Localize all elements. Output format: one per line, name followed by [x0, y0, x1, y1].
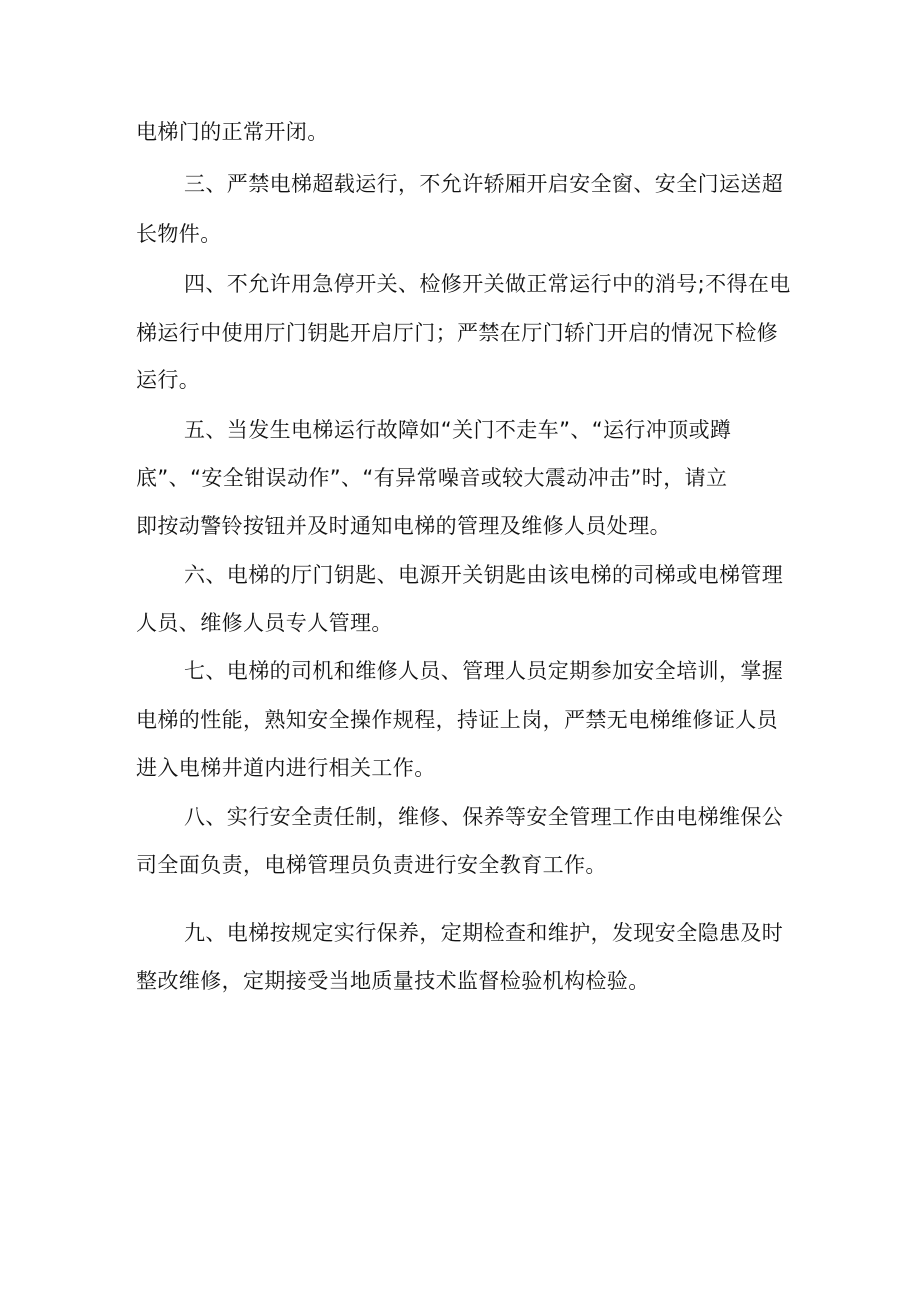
text-line-6: 运行。	[136, 368, 201, 392]
text-line-3: 长物件。	[136, 222, 222, 246]
text-line-16: 司全面负责，电梯管理员负责进行安全教育工作。	[136, 853, 607, 877]
text-line-11: 人员、维修人员专人管理。	[136, 611, 393, 635]
text-line-17: 九、电梯按规定实行保养，定期检查和维护，发现安全隐患及时	[184, 921, 784, 945]
text-line-14: 进入电梯井道内进行相关工作。	[136, 756, 436, 780]
text-line-8: 底”、“安全钳误动作”、“有异常噪音或较大震动冲击”时，请立	[136, 466, 728, 490]
text-line-15: 八、实行安全责任制，维修、保养等安全管理工作由电梯维保公	[184, 805, 784, 829]
text-line-1: 电梯门的正常开闭。	[136, 120, 329, 144]
text-line-7: 五、当发生电梯运行故障如“关门不走车”、“运行冲顶或蹲	[184, 418, 732, 442]
text-line-13: 电梯的性能，熟知安全操作规程，持证上岗，严禁无电梯维修证人员	[136, 708, 778, 732]
text-line-9: 即按动警铃按钮并及时通知电梯的管理及维修人员处理。	[136, 514, 671, 538]
text-line-4: 四、不允许用急停开关、检修开关做正常运行中的消号;不得在电	[184, 272, 791, 296]
text-line-18: 整改维修，定期接受当地质量技术监督检验机构检验。	[136, 969, 650, 993]
text-line-10: 六、电梯的厅门钥匙、电源开关钥匙由该电梯的司梯或电梯管理	[184, 563, 784, 587]
text-line-5: 梯运行中使用厅门钥匙开启厅门；严禁在厅门轿门开启的情况下检修	[136, 321, 778, 345]
text-line-12: 七、电梯的司机和维修人员、管理人员定期参加安全培训，掌握	[184, 659, 784, 683]
text-line-2: 三、严禁电梯超载运行，不允许轿厢开启安全窗、安全门运送超	[184, 172, 784, 196]
